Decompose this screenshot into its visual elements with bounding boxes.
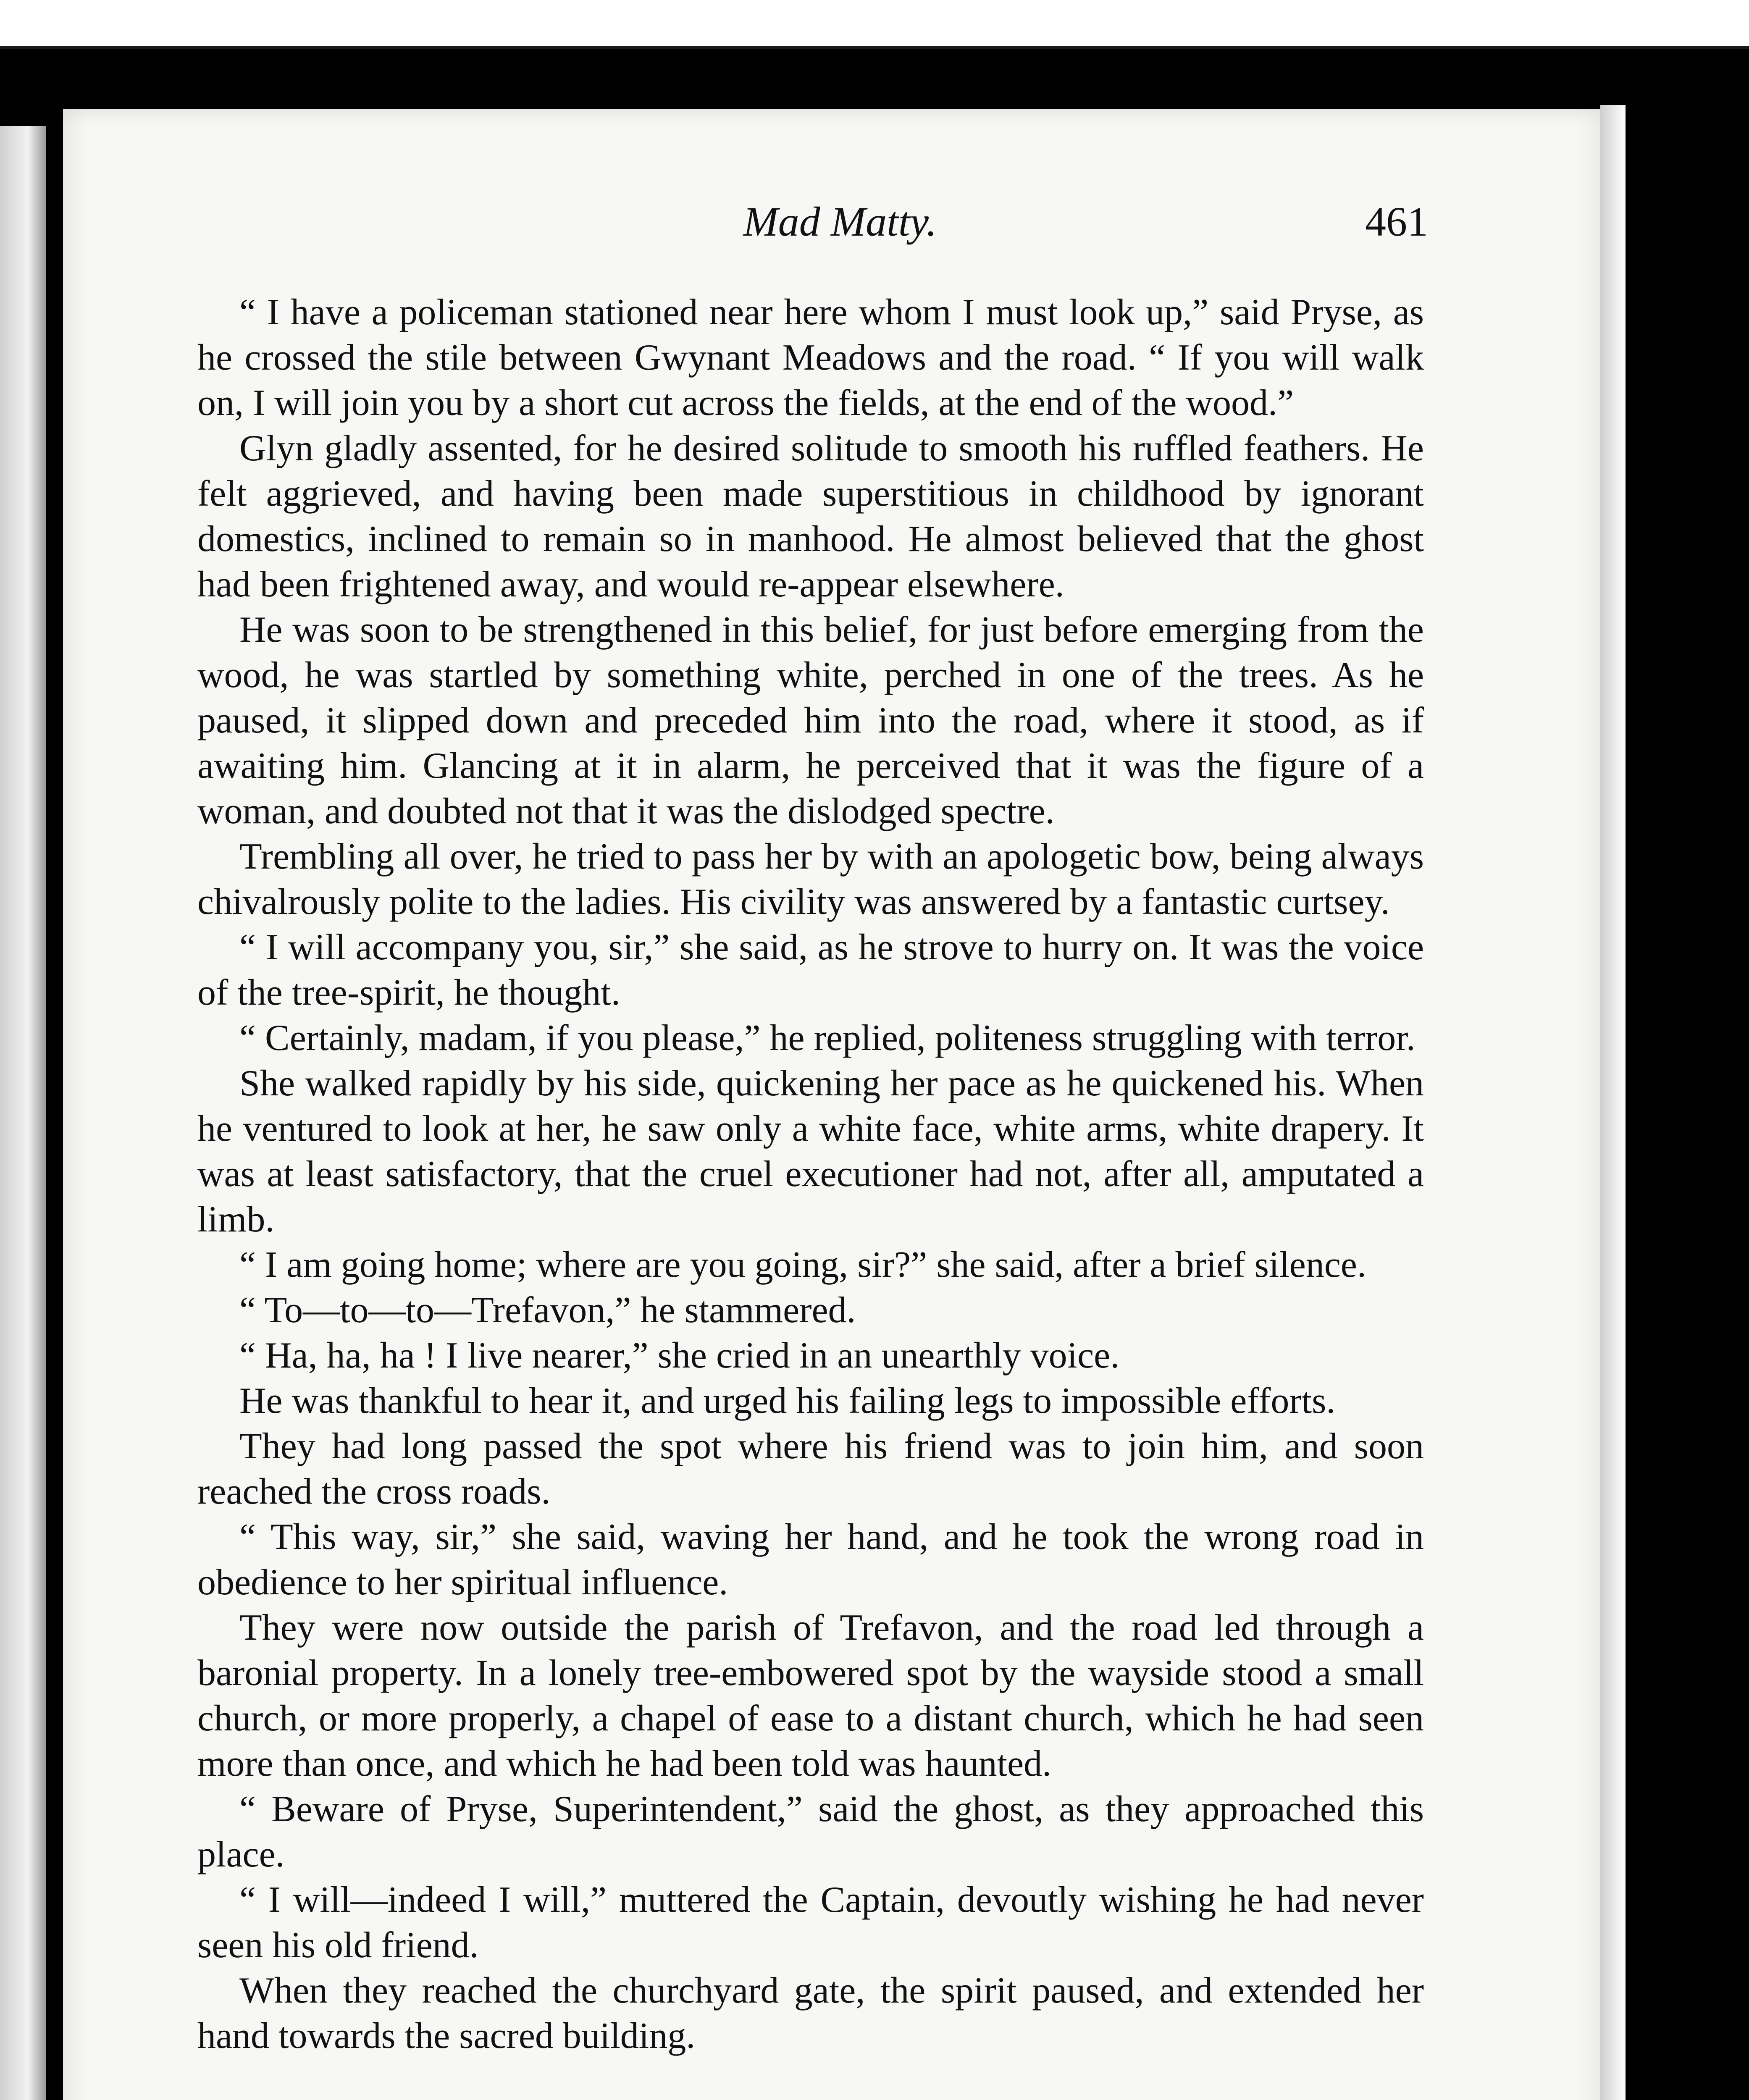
paragraph: “ Ha, ha, ha ! I live nearer,” she cried in an unearthly voice. <box>239 1335 1120 1376</box>
running-head: Mad Matty. <box>743 198 937 245</box>
paragraph: “ I will accompany you, sir,” she said, as he strove to hurry on. It was the voice of the tree-spirit, he thought. <box>197 927 1424 1013</box>
page-edge <box>1600 105 1626 2100</box>
paragraph: “ I will—indeed I will,” muttered the Captain, devoutly wishing he had never seen his old friend. <box>197 1880 1424 1966</box>
facing-page-edge <box>0 126 46 2100</box>
paragraph: She walked rapidly by his side, quickening her pace as he quickened his. When he ventured to look at her, he saw only a white face, white arms, white drapery. It was at least satisfactory, that the cruel executioner had not, after all, amputated a limb. <box>197 1063 1424 1240</box>
paragraph: “ Beware of Pryse, Superintendent,” said the ghost, as they approached this place. <box>197 1789 1424 1875</box>
page-number: 461 <box>1365 198 1428 245</box>
paragraph: Trembling all over, he tried to pass her by with an apologetic bow, being always chivalrously polite to the ladies. His civility was answered by a fantastic curtsey. <box>197 836 1424 922</box>
paragraph: When they reached the churchyard gate, the spirit paused, and extended her hand towards the sacred building. <box>197 1970 1424 2056</box>
paragraph: “ To—to—to—Trefavon,” he stammered. <box>239 1290 856 1331</box>
paragraph: “ I am going home; where are you going, sir?” she said, after a brief silence. <box>239 1244 1366 1285</box>
paragraph: He was thankful to hear it, and urged his failing legs to impossible efforts. <box>239 1381 1336 1421</box>
paragraph: “ This way, sir,” she said, waving her hand, and he took the wrong road in obedience to her spiritual influence. <box>197 1517 1424 1603</box>
scan-top-margin <box>0 0 1749 49</box>
paragraph: “ I have a policeman stationed near here whom I must look up,” said Pryse, as he crossed the stile between Gwynant Meadows and the road. “ If you will walk on, I will join you by a short cut across the fields, at the end of the wood.” <box>197 292 1424 423</box>
paragraph: Glyn gladly assented, for he desired solitude to smooth his ruffled feathers. He felt aggrieved, and having been made superstitious in childhood by ignorant domestics, inclined to remain so in manhood. He almost believed that the ghost had been frightened away, and would re-appear elsewhere. <box>197 428 1424 605</box>
paragraph: They were now outside the parish of Trefavon, and the road led through a baronial property. In a lonely tree-embowered spot by the wayside stood a small church, or more properly, a chapel of ease to a distant church, which he had seen more than once, and which he had been told was haunted. <box>197 1607 1424 1784</box>
paragraph: He was soon to be strengthened in this belief, for just before emerging from the wood, he was startled by something white, perched in one of the trees. As he paused, it slipped down and preceded him into the road, where it stood, as if awaiting him. Glancing at it in alarm, he perceived that it was the figure of a woman, and doubted not that it was the dislodged spectre. <box>197 609 1424 832</box>
body-text <box>197 290 1424 2059</box>
paragraph: “ Certainly, madam, if you please,” he replied, politeness struggling with terror. <box>239 1018 1415 1058</box>
paragraph: They had long passed the spot where his friend was to join him, and soon reached the cross roads. <box>197 1426 1424 1512</box>
